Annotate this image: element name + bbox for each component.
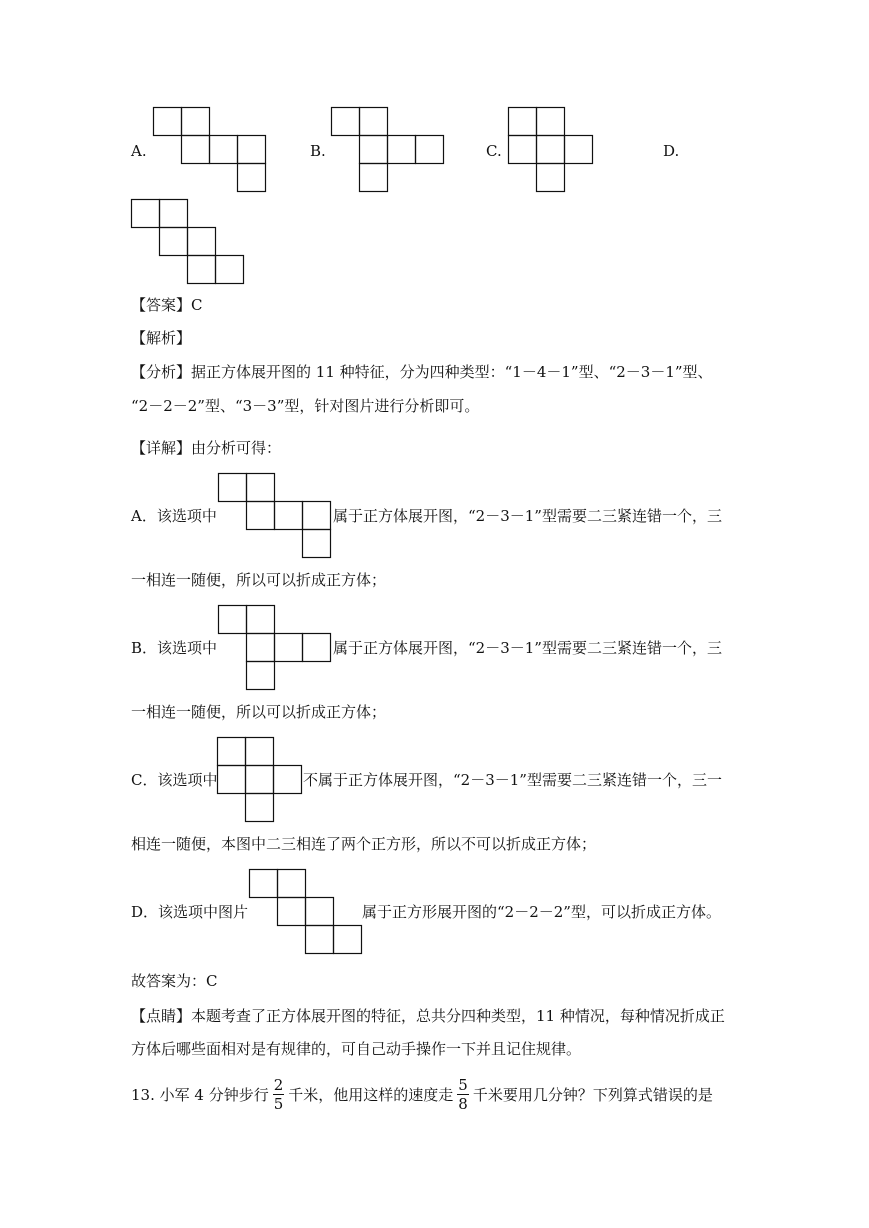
detail-b-lead: B．该选项中: [131, 639, 218, 657]
option-d-net: [131, 199, 247, 285]
option-a-label: A.: [131, 142, 147, 160]
detail-c-line-2: 相连一随便，本图中二三相连了两个正方形，所以不可以折成正方体；: [131, 835, 597, 853]
detail-c-lead: C．该选项中: [131, 771, 218, 789]
analysis-heading: 【解析】: [131, 329, 192, 347]
question-13: [131, 1077, 713, 1115]
xiangjie-line: 【详解】由分析可得：: [131, 439, 282, 457]
detail-c-text: 不属于正方体展开图，“2－3－1”型需要二三紧连错一个，三一: [303, 771, 722, 789]
option-b-net: [331, 107, 447, 193]
q13-part-2: 千米，他用这样的速度走: [288, 1086, 454, 1104]
option-c-net: [508, 107, 596, 193]
q13-part-3: 千米要用几分钟？下列算式错误的是: [472, 1086, 713, 1104]
detail-a-line-2: 一相连一随便，所以可以折成正方体；: [131, 571, 387, 589]
detail-d-lead: D．该选项中图片: [131, 903, 249, 921]
detail-d-net: [249, 869, 365, 955]
dianjing-line-1: 【点睛】本题考查了正方体展开图的特征，总共分四种类型，11 种情况，每种情况折成正: [131, 1007, 725, 1025]
q13-fraction-2-numerator: 5: [458, 1075, 468, 1094]
detail-b-net: [218, 605, 334, 691]
detail-b-text: 属于正方体展开图，“2－3－1”型需要二三紧连错一个，三: [333, 639, 722, 657]
detail-a-lead: A．该选项中: [131, 507, 217, 525]
q13-fraction-1-numerator: 2: [273, 1075, 284, 1094]
fenxi-line-1: 【分析】据正方体展开图的 11 种特征，分为四种类型：“1－4－1”型、“2－3－1”型、: [131, 363, 713, 381]
detail-b-line-2: 一相连一随便，所以可以折成正方体；: [131, 703, 387, 721]
fenxi-line-2: “2－2－2”型、“3－3”型，针对图片进行分析即可。: [131, 397, 480, 415]
option-c-label: C.: [486, 142, 502, 160]
q13-fraction-1-denominator: 5: [273, 1094, 284, 1113]
dianjing-line-2: 方体后哪些面相对是有规律的，可自己动手操作一下并且记住规律。: [131, 1040, 582, 1058]
detail-c-net: [217, 737, 305, 823]
q13-part-1: 13. 小军 4 分钟步行: [131, 1086, 269, 1104]
conclusion-line: 故答案为：C: [131, 972, 218, 990]
answer-line: 【答案】C: [131, 296, 203, 314]
q13-fraction-1: [273, 1076, 285, 1113]
option-d-label: D.: [663, 142, 680, 160]
detail-a-net: [218, 473, 334, 559]
q13-fraction-2: [457, 1076, 469, 1113]
option-b-label: B.: [310, 142, 326, 160]
detail-d-text: 属于正方形展开图的“2－2－2”型，可以折成正方体。: [362, 903, 721, 921]
option-a-net: [153, 107, 269, 193]
q13-fraction-2-denominator: 8: [458, 1094, 468, 1113]
detail-a-text: 属于正方体展开图，“2－3－1”型需要二三紧连错一个，三: [333, 507, 722, 525]
